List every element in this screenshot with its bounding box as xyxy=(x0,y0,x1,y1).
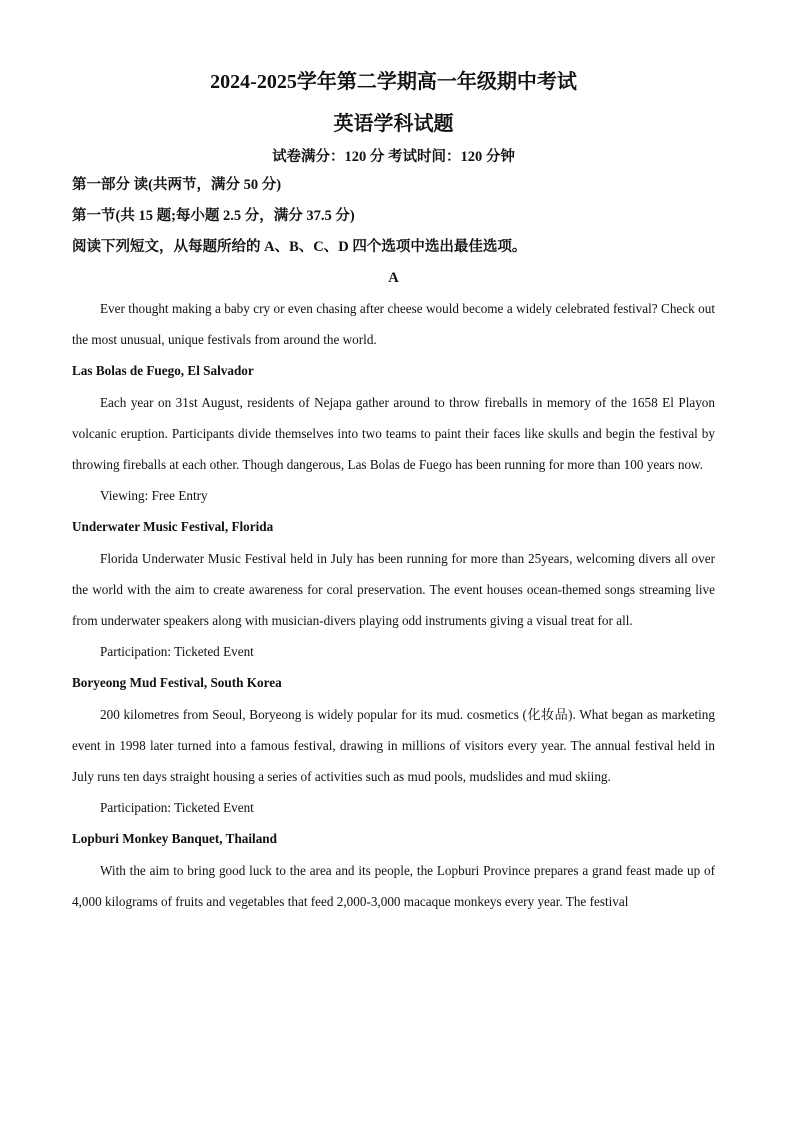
festival-body: 200 kilometres from Seoul, Boryeong is widely popular for its mud. cosmetics (化妆品). What began as marketing event in 1998 later turned into a famous festival, drawing in millions of visitors every year. The annual festival held in July runs ten days straight housing a series of activities such as mud pools, mudslides and mud skiing. xyxy=(72,706,715,785)
section-instruction: 阅读下列短文，从每题所给的 A、B、C、D 四个选项中选出最佳选项。 xyxy=(72,239,527,255)
exam-info: 试卷满分：120 分 考试时间：120 分钟 xyxy=(272,149,515,165)
passage-letter: A xyxy=(388,270,399,286)
festival-heading: Underwater Music Festival, Florida xyxy=(72,519,274,535)
festival-body: Florida Underwater Music Festival held in July has been running for more than 25years, welcoming divers all over the world with the aim to create awareness for coral preservation. The event houses ocean-themed songs streaming live from underwater speakers along with musician-divers playing odd instruments giving a visual treat for all. xyxy=(72,550,715,629)
exam-subtitle: 英语学科试题 xyxy=(333,113,454,135)
exam-page xyxy=(72,64,715,917)
exam-title: 2024-2025学年第二学期高一年级期中考试 xyxy=(210,71,577,93)
festival-body: Each year on 31st August, residents of Nejapa gather around to throw fireballs in memory of the 1658 El Playon volcanic eruption. Participants divide themselves into two teams to paint their faces like skulls and begin the festival by throwing fireballs at each other. Though dangerous, Las Bolas de Fuego has been running for more than 100 years now. xyxy=(72,394,715,473)
festival-heading: Lopburi Monkey Banquet, Thailand xyxy=(72,831,277,847)
festival-body: With the aim to bring good luck to the area and its people, the Lopburi Province prepares a grand feast made up of 4,000 kilograms of fruits and vegetables that feed 2,000-3,000 macaque monkeys every year. The festival xyxy=(72,862,715,909)
festival-meta: Viewing: Free Entry xyxy=(100,488,208,504)
festival-heading: Las Bolas de Fuego, El Salvador xyxy=(72,363,254,379)
passage-intro: Ever thought making a baby cry or even chasing after cheese would become a widely celebrated festival? Check out the most unusual, unique festivals from around the world. xyxy=(72,301,715,348)
section-one-heading: 第一节(共 15 题;每小题 2.5 分，满分 37.5 分) xyxy=(72,208,355,224)
festival-meta: Participation: Ticketed Event xyxy=(100,644,254,660)
festival-heading: Boryeong Mud Festival, South Korea xyxy=(72,675,282,691)
festival-meta: Participation: Ticketed Event xyxy=(100,800,254,816)
part-one-heading: 第一部分 读(共两节，满分 50 分) xyxy=(72,177,282,193)
